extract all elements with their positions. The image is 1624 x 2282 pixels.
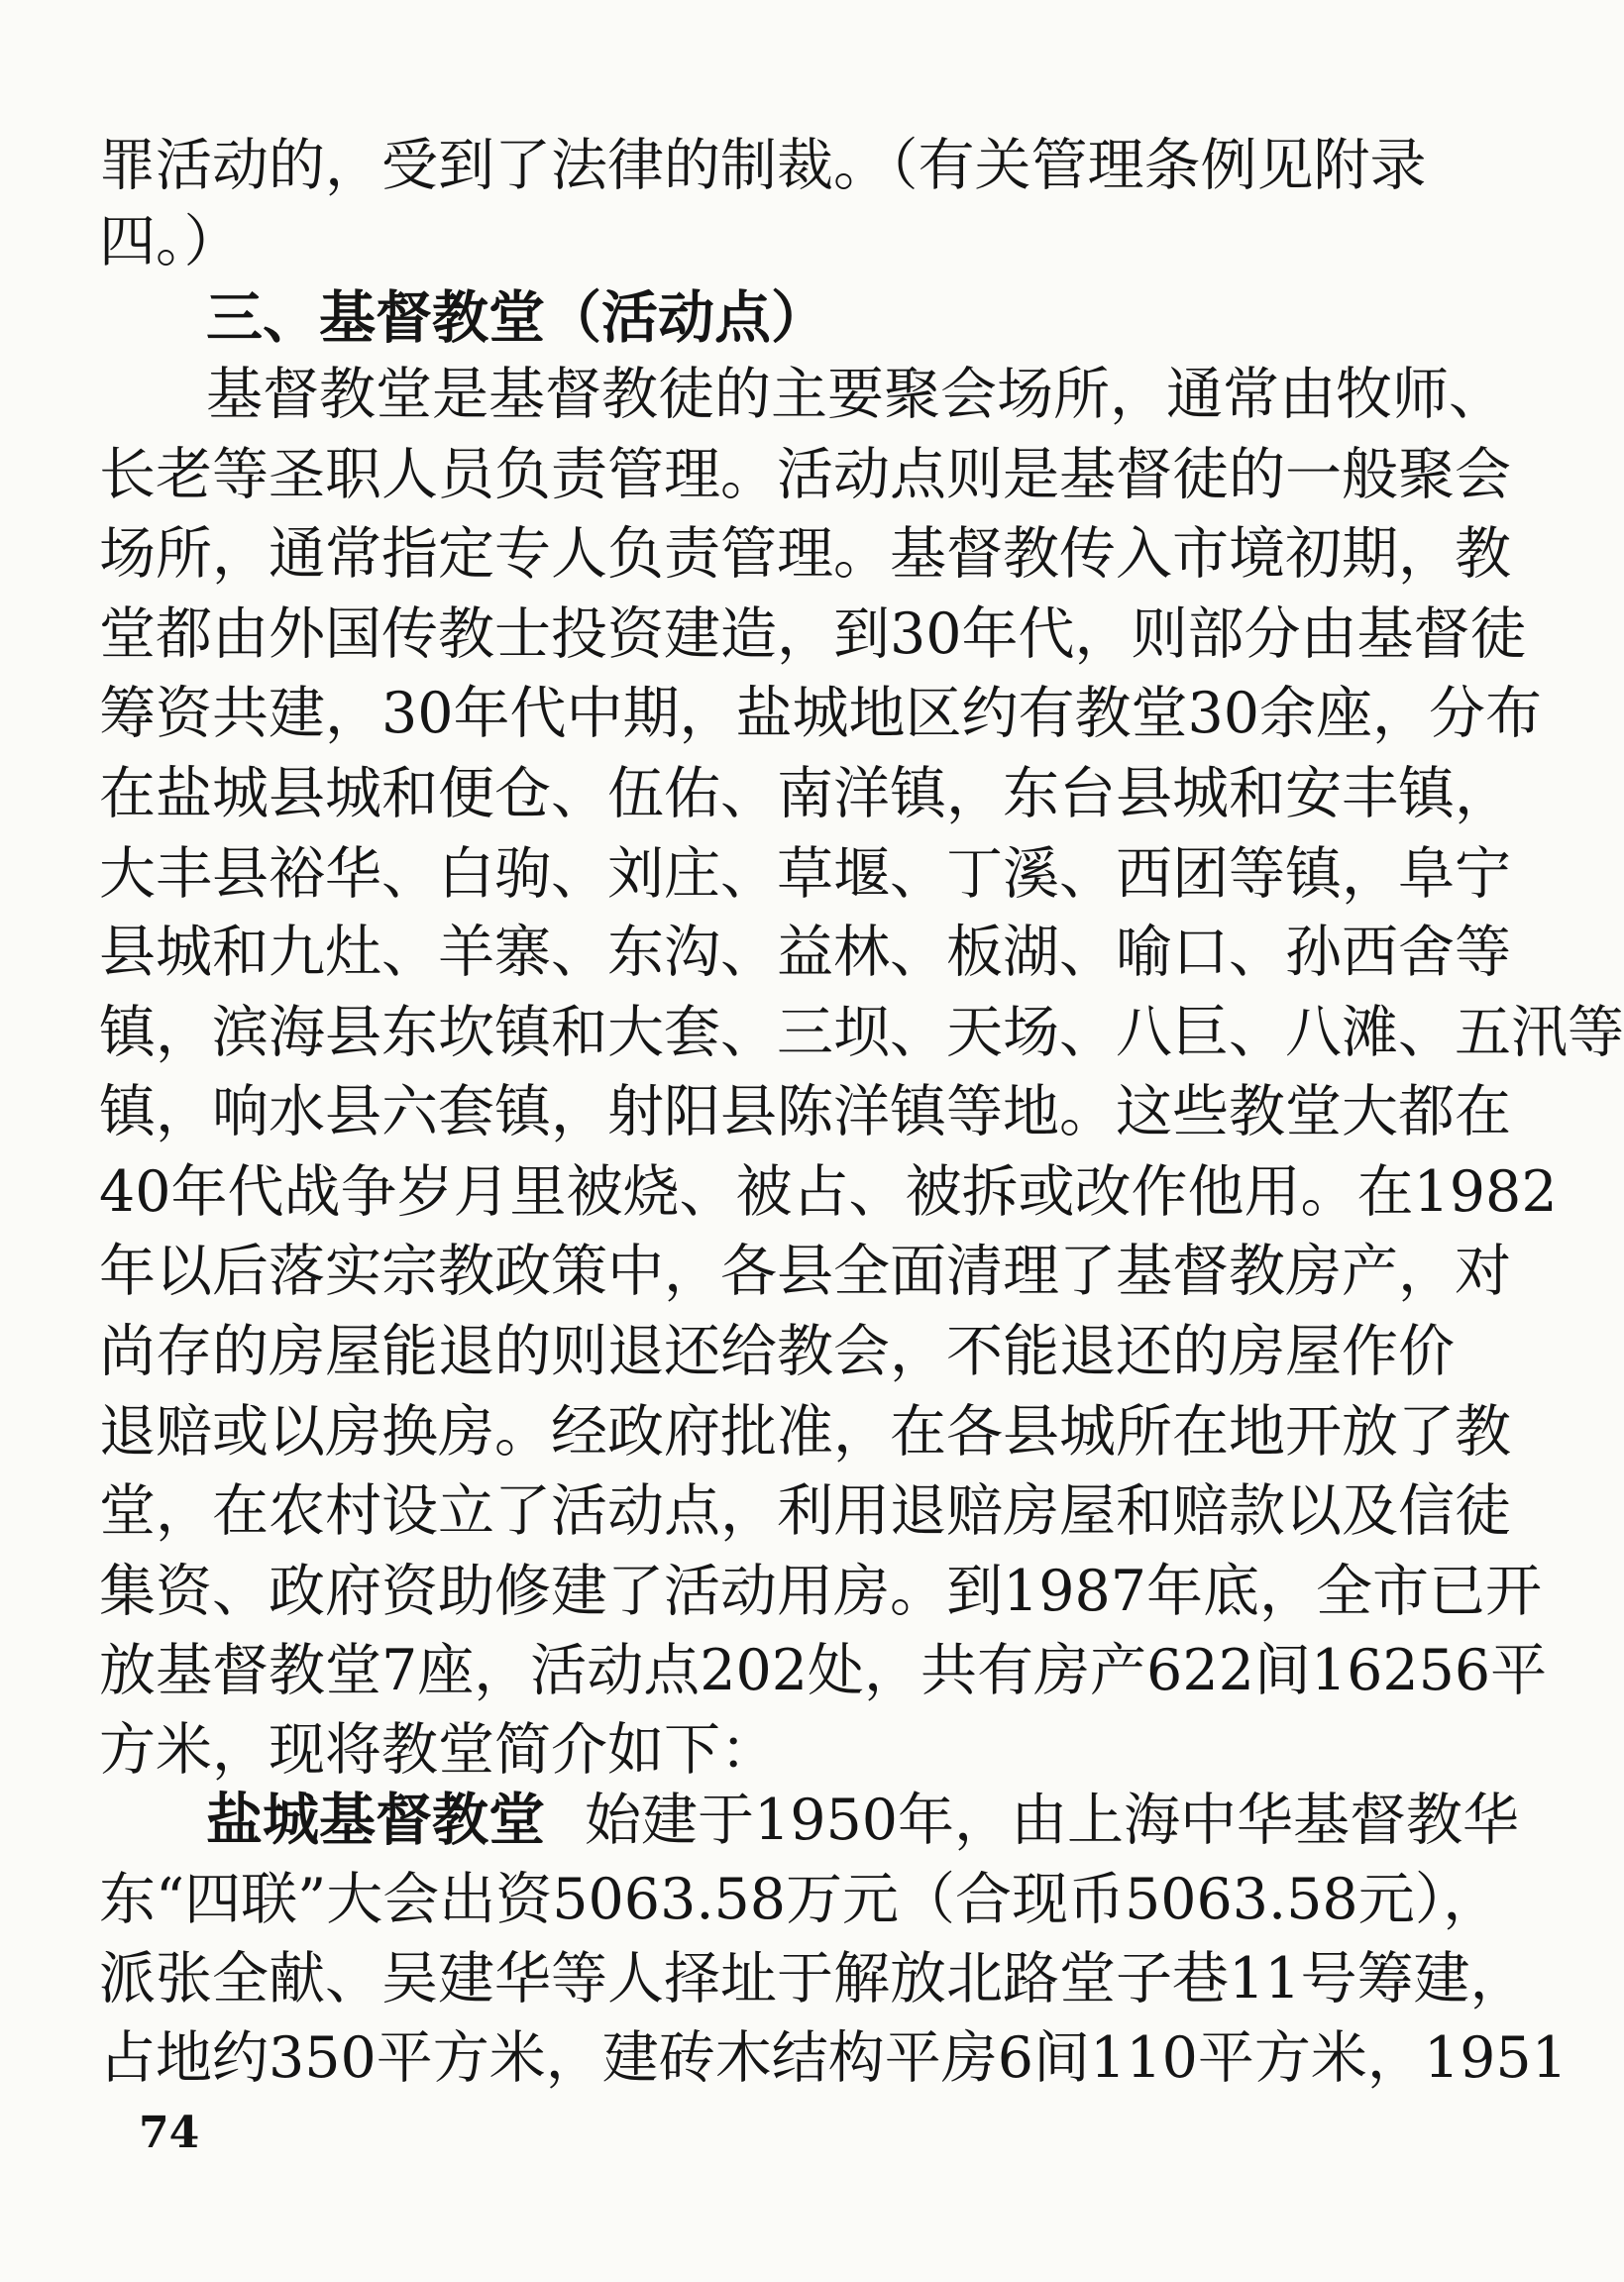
text-line: 大丰县裕华、白驹、刘庄、草堰、丁溪、西团等镇，阜宁	[99, 841, 1511, 907]
text-line: 罪活动的，受到了法律的制裁。（有关管理条例见附录	[99, 133, 1427, 198]
text-line: 镇，滨海县东坎镇和大套、三坝、天场、八巨、八滩、五汛等	[99, 1000, 1624, 1065]
text-line: 堂都由外国传教士投资建造，到30年代，则部分由基督徒	[99, 601, 1527, 667]
text-line: 方米，现将教堂简介如下：	[99, 1717, 777, 1783]
text-line: 在盐城县城和便仓、伍佑、南洋镇，东台县城和安丰镇，	[99, 761, 1511, 826]
text-line: 放基督教堂7座，活动点202处，共有房产622间16256平	[99, 1638, 1548, 1703]
text-line: 派张全献、吴建华等人择址于解放北路堂子巷11号筹建，	[99, 1946, 1527, 2011]
text-line: 40年代战争岁月里被烧、被占、被拆或改作他用。在1982	[99, 1159, 1558, 1225]
text-line: 县城和九灶、羊寨、东沟、益林、板湖、喻口、孙西舍等	[99, 920, 1511, 985]
text-line: 筹资共建，30年代中期，盐城地区约有教堂30余座，分布	[99, 681, 1543, 746]
section-heading: 三、基督教堂（活动点）	[206, 285, 827, 351]
text-line: 四。）	[99, 209, 241, 274]
text-line: 集资、政府资助修建了活动用房。到1987年底，全市已开	[99, 1559, 1543, 1624]
text-line: 堂，在农村设立了活动点，利用退赔房屋和赔款以及信徒	[99, 1478, 1511, 1544]
text-line	[206, 1782, 1520, 1859]
text-line: 东“四联”大会出资5063.58万元（合现币5063.58元），	[99, 1867, 1500, 1932]
text-line: 基督教堂是基督教徒的主要聚会场所，通常由牧师、	[206, 362, 1505, 427]
text-span: 始建于1950年，由上海中华基督教华	[585, 1788, 1520, 1853]
page-number: 74	[139, 2108, 200, 2158]
text-line: 占地约350平方米，建砖木结构平房6间110平方米，1951	[99, 2025, 1568, 2091]
text-line: 镇，响水县六套镇，射阳县陈洋镇等地。这些教堂大都在	[99, 1079, 1511, 1144]
text-line: 年以后落实宗教政策中，各县全面清理了基督教房产，对	[99, 1239, 1511, 1304]
church-name-lead: 盐城基督教堂	[206, 1788, 545, 1853]
text-line: 退赔或以房换房。经政府批准，在各县城所在地开放了教	[99, 1399, 1511, 1465]
text-line: 尚存的房屋能退的则退还给教会，不能退还的房屋作价	[99, 1319, 1455, 1384]
text-line: 长老等圣职人员负责管理。活动点则是基督徒的一般聚会	[99, 442, 1511, 507]
text-line: 场所，通常指定专人负责管理。基督教传入市境初期，教	[99, 521, 1511, 587]
